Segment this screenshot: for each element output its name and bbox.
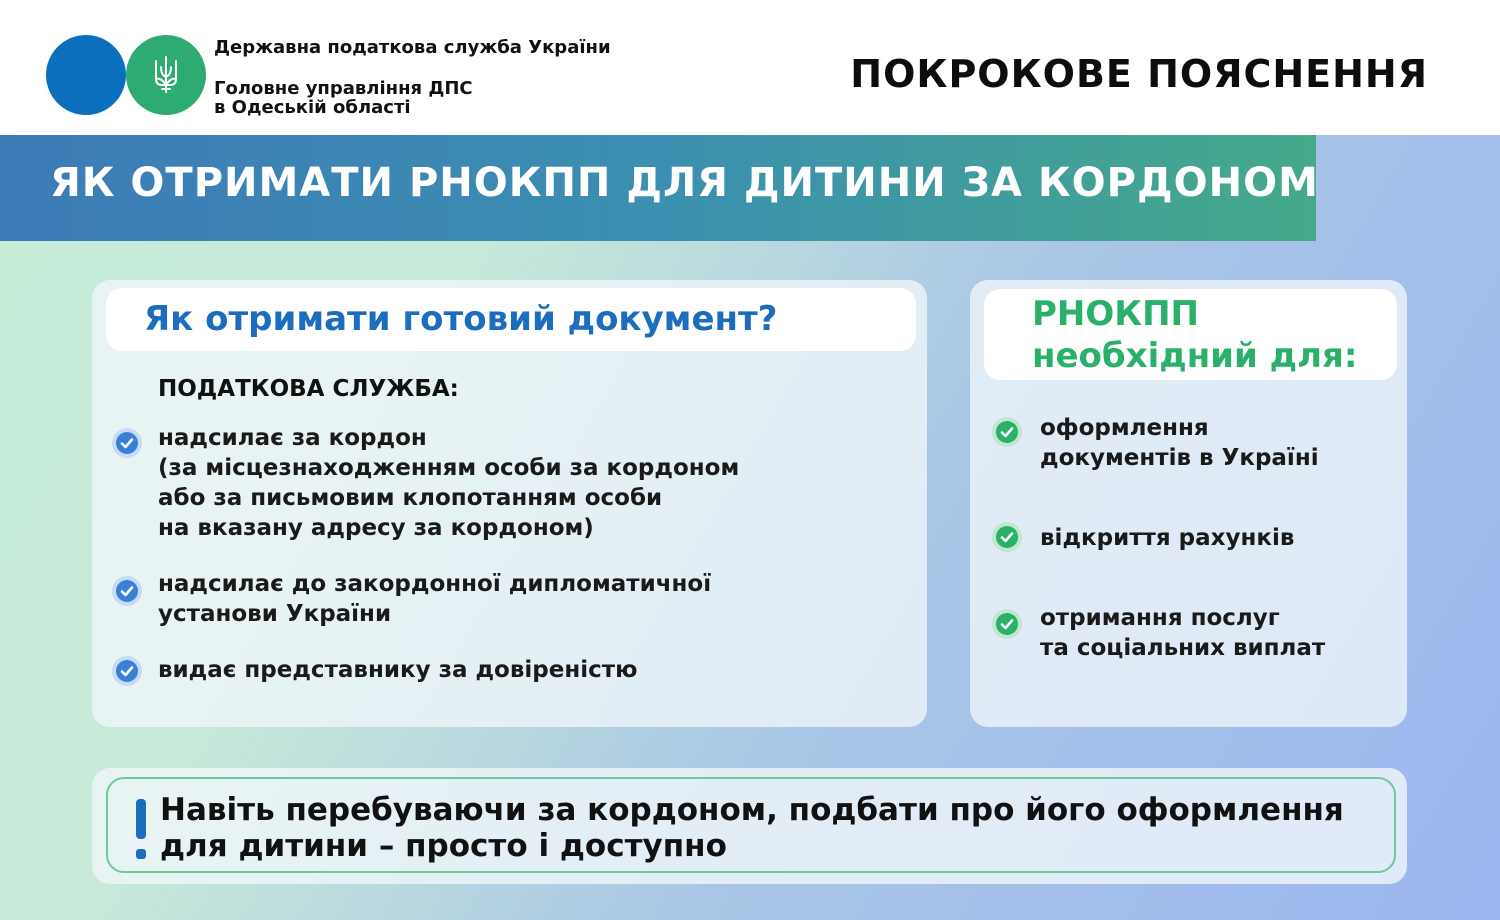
logo-green-circle xyxy=(126,35,206,115)
notice-line-1: Навіть перебуваючи за кордоном, подбати про його оформлення xyxy=(160,792,1344,828)
right-card-title xyxy=(1032,293,1357,377)
notice-text xyxy=(160,792,1344,864)
check-circle-icon xyxy=(992,417,1022,447)
left-card-title: Як отримати готовий документ? xyxy=(144,299,778,339)
tax-service-subheading: ПОДАТКОВА СЛУЖБА: xyxy=(158,376,459,402)
check-circle-icon xyxy=(112,656,142,686)
exclamation-bar xyxy=(136,799,146,839)
item-line: документів в Україні xyxy=(1040,445,1319,471)
item-line: отримання послуг xyxy=(1040,605,1280,631)
notice-box xyxy=(92,768,1407,884)
hero-title: ЯК ОТРИМАТИ РНОКПП ДЛЯ ДИТИНИ ЗА КОРДОНОМ xyxy=(50,160,1319,206)
item-line: та соціальних виплат xyxy=(1040,635,1326,661)
trident-icon xyxy=(153,55,179,95)
check-circle-icon xyxy=(112,428,142,458)
right-title-line-2: необхідний для: xyxy=(1032,336,1358,376)
item-line: оформлення xyxy=(1040,415,1209,441)
item-line: видає представнику за довіреністю xyxy=(158,657,638,683)
check-circle-icon xyxy=(992,522,1022,552)
list-item xyxy=(158,423,739,543)
rnokpp-needed-for-card xyxy=(970,280,1407,727)
item-line: установи України xyxy=(158,601,392,627)
check-circle-icon xyxy=(992,609,1022,639)
item-line: надсилає за кордон xyxy=(158,425,427,451)
left-card-header xyxy=(106,288,916,351)
list-item xyxy=(158,569,711,629)
org-name: Державна податкова служба України xyxy=(214,37,611,58)
top-header xyxy=(0,0,1500,135)
item-line: (за місцезнаходженням особи за кордоном xyxy=(158,455,740,481)
notice-inner-border xyxy=(106,777,1396,873)
item-line: на вказану адресу за кордоном) xyxy=(158,515,594,541)
list-item xyxy=(1040,523,1294,553)
explanation-badge: ПОКРОКОВЕ ПОЯСНЕННЯ xyxy=(850,52,1428,96)
hero-banner xyxy=(0,135,1319,241)
how-to-get-document-card xyxy=(92,280,927,727)
department-line-2: в Одеській області xyxy=(214,97,411,118)
list-item xyxy=(1040,413,1319,473)
list-item xyxy=(1040,603,1325,663)
exclamation-dot xyxy=(136,849,146,859)
notice-line-2: для дитини – просто і доступно xyxy=(160,828,727,864)
logo-blue-circle xyxy=(46,35,126,115)
item-line: відкриття рахунків xyxy=(1040,525,1295,551)
list-item xyxy=(158,655,637,685)
item-line: або за письмовим клопотанням особи xyxy=(158,485,663,511)
item-line: надсилає до закордонної дипломатичної xyxy=(158,571,712,597)
department-line-1: Головне управління ДПС xyxy=(214,78,473,99)
check-circle-icon xyxy=(112,576,142,606)
right-card-header xyxy=(984,289,1397,380)
right-title-line-1: РНОКПП xyxy=(1032,294,1199,334)
